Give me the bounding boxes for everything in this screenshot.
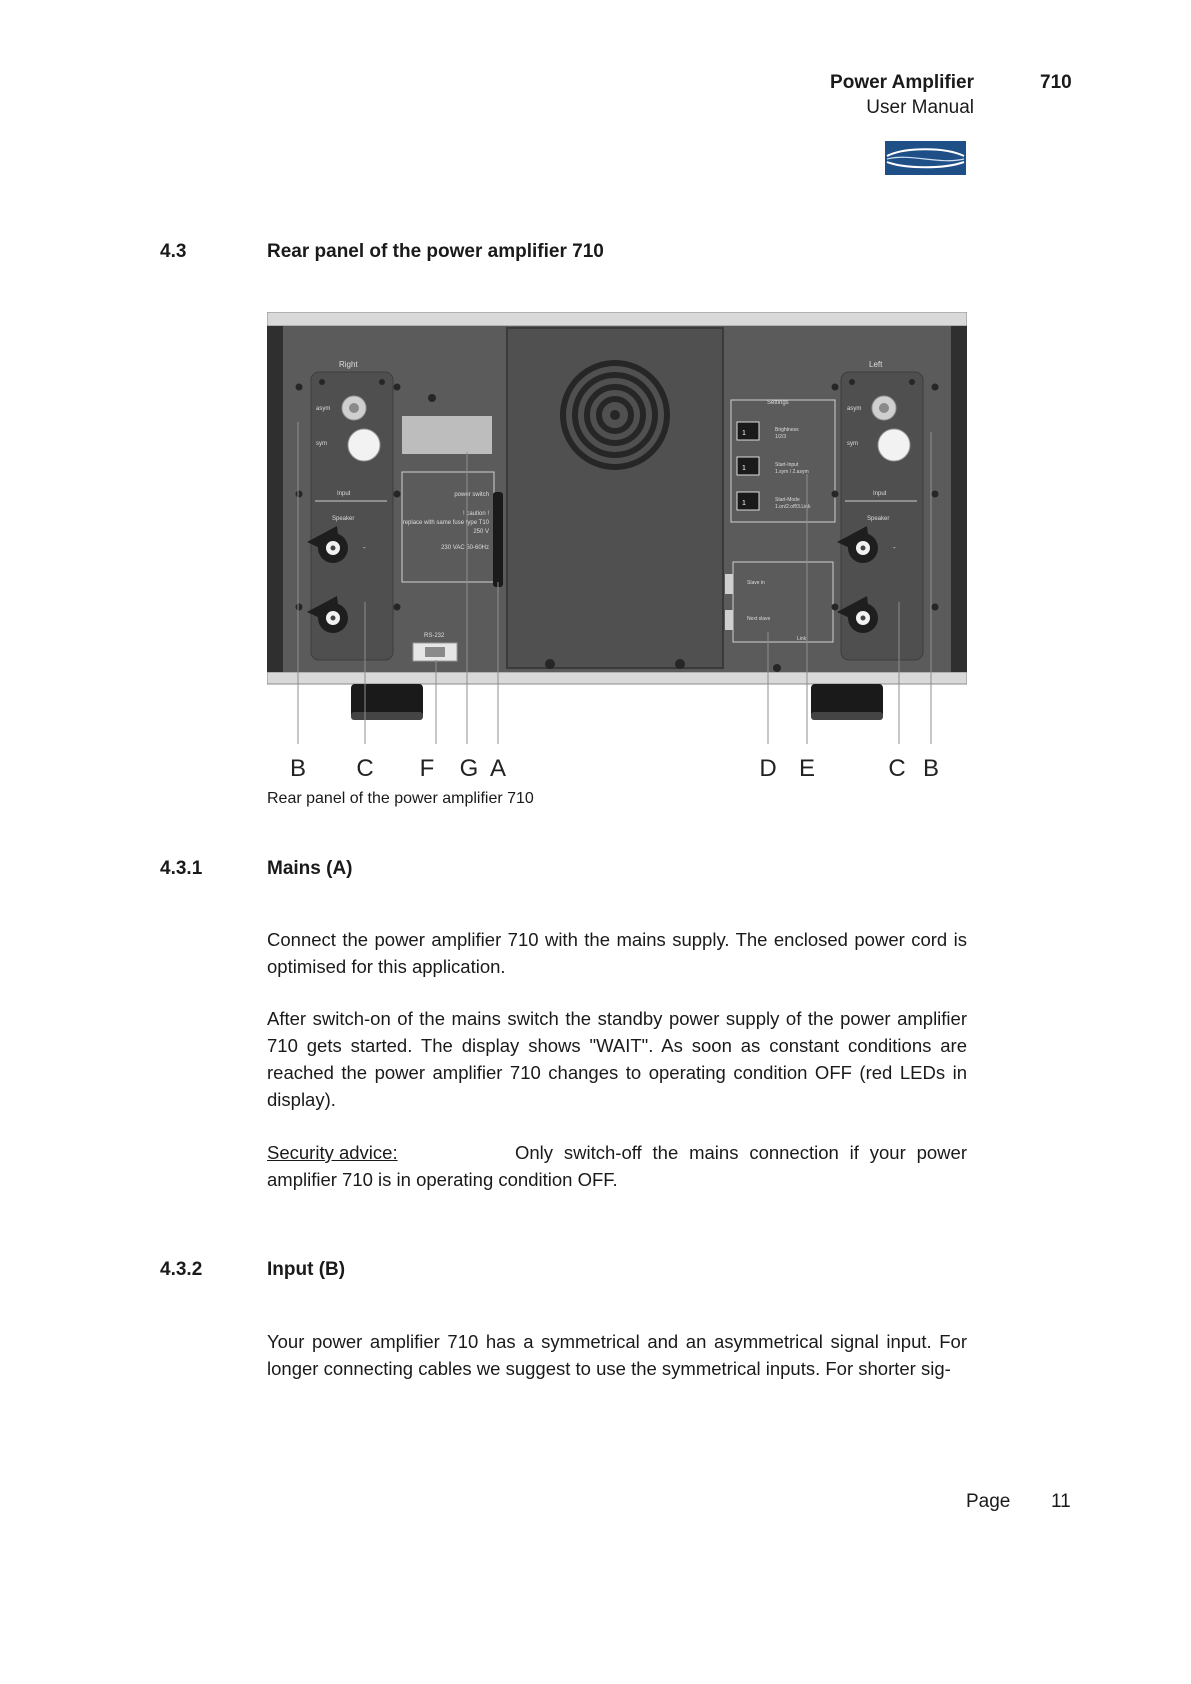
label-right: Right — [339, 360, 358, 369]
label-brightness-opts: 1/2/3 — [775, 434, 787, 440]
label-fuse: replace with same fuse type T10 — [402, 520, 489, 526]
security-advice — [267, 1139, 967, 1193]
callout-label: C — [888, 755, 906, 782]
callout-label: B — [922, 755, 940, 782]
label-slave-in: Slave in — [747, 580, 765, 586]
label-mains-spec: 230 VAC 50-60Hz — [441, 545, 489, 551]
label-caution: ! caution ! — [462, 511, 489, 517]
switch-value: 1 — [742, 465, 746, 472]
label-settings: Settings — [767, 400, 789, 406]
footer-page-number: 11 — [1051, 1491, 1071, 1512]
switch-value: 1 — [742, 500, 746, 507]
paragraph: After switch-on of the mains switch the standby power supply of the power amplifier 710 gets started. The display shows "WAIT". As soon as constant conditions are reached the power amplifier 710 changes to operating condition OFF (red LEDs in display). — [267, 1008, 967, 1110]
label-minus-left: - — [893, 543, 896, 552]
callout-label: A — [489, 755, 507, 782]
section-number: 4.3.2 — [160, 1259, 203, 1280]
label-input-left: Input — [873, 491, 887, 497]
security-advice-text: Only switch-off the mains connection if your power — [515, 1142, 967, 1163]
callout-label: B — [289, 755, 307, 782]
label-start-mode: Start-Mode — [775, 497, 800, 503]
label-asym-left: asym — [847, 406, 862, 412]
rear-panel-figure — [267, 312, 967, 782]
label-input-right: Input — [337, 491, 351, 497]
label-sym-right: sym — [316, 441, 327, 447]
section-title: Input (B) — [267, 1259, 346, 1280]
figure-caption: Rear panel of the power amplifier 710 — [267, 790, 534, 807]
callout-label: F — [419, 755, 435, 782]
label-speaker-right: Speaker — [332, 516, 355, 522]
amplifier-foot-icon — [811, 684, 883, 720]
amplifier-foot-icon — [351, 684, 423, 720]
section-number: 4.3 — [160, 241, 187, 262]
label-left: Left — [869, 360, 883, 369]
label-rs232: RS-232 — [424, 633, 445, 639]
label-link: Link — [797, 636, 807, 642]
switch-value: 1 — [742, 430, 746, 437]
label-asym-right: asym — [316, 406, 331, 412]
callout-label: C — [356, 755, 374, 782]
section-number: 4.3.1 — [160, 858, 203, 879]
callout-label: E — [798, 755, 816, 782]
section-title: Mains (A) — [267, 858, 353, 879]
label-minus-right: - — [363, 543, 366, 552]
callout-label: G — [459, 755, 479, 782]
label-speaker-left: Speaker — [867, 516, 890, 522]
label-voltage: 250 V — [473, 529, 489, 535]
paragraph: Connect the power amplifier 710 with the mains supply. The enclosed power cord is optimised for this application. — [267, 929, 967, 977]
label-next-slave: Next slave — [747, 616, 771, 622]
paragraph: Your power amplifier 710 has a symmetrical and an asymmetrical signal input. For longer connecting cables we suggest to use the symmetrical inputs. For shorter sig- — [267, 1331, 967, 1379]
label-start-input: Start-Input — [775, 462, 799, 468]
callout-label: D — [759, 755, 777, 782]
footer-page-label: Page — [966, 1491, 1011, 1512]
header-title: Power Amplifier — [830, 72, 974, 93]
security-advice-label: Security advice: — [267, 1142, 398, 1163]
label-sym-left: sym — [847, 441, 858, 447]
section-title: Rear panel of the power amplifier 710 — [267, 241, 604, 262]
header-subtitle: User Manual — [866, 97, 974, 118]
label-start-mode-opts: 1.on/2.off/3.Link — [775, 504, 811, 510]
security-advice-text-cont: amplifier 710 is in operating condition OFF. — [267, 1169, 618, 1190]
label-power-switch: power switch — [454, 492, 489, 498]
label-brightness: Brightness — [775, 427, 799, 433]
label-start-input-opts: 1.sym / 2.asym — [775, 469, 809, 475]
header-model: 710 — [1040, 72, 1072, 93]
brand-logo-icon — [885, 141, 966, 175]
